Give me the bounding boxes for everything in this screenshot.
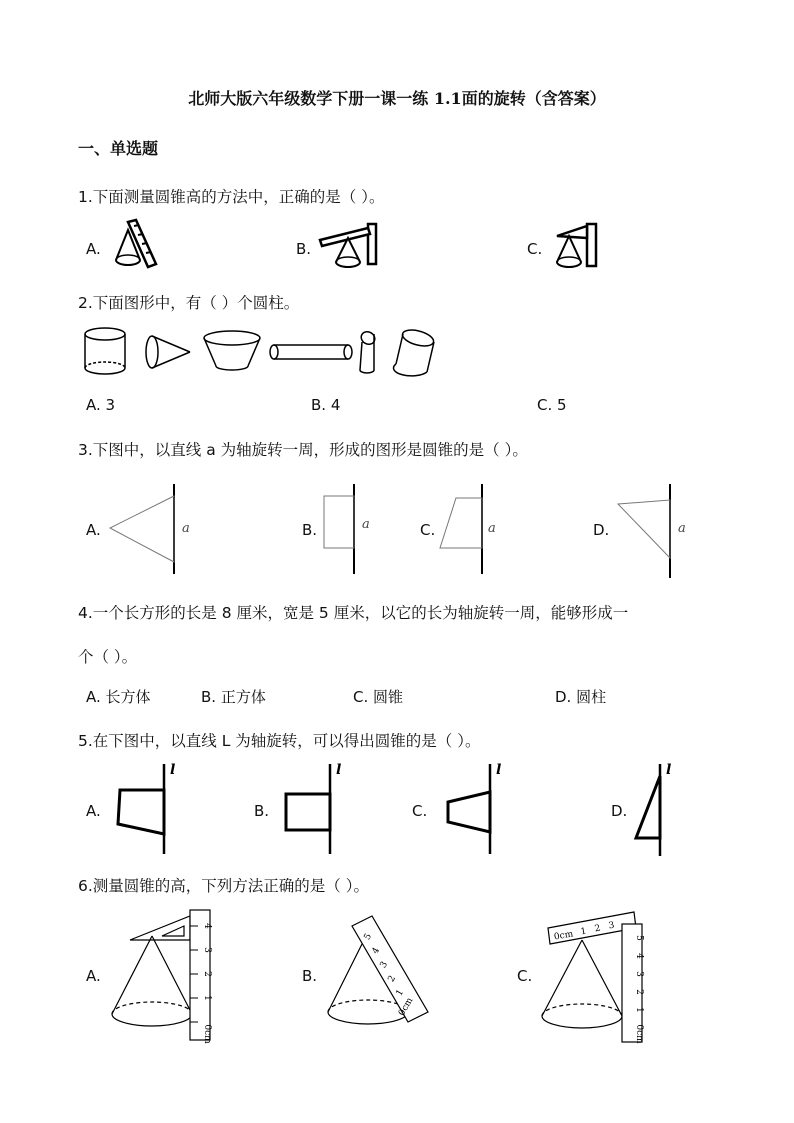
cone-drawing — [112, 936, 192, 1026]
ruler-label: 4 — [634, 953, 644, 959]
rod-shape — [270, 345, 352, 359]
q1-option-b[interactable]: B. — [296, 240, 312, 258]
q2-shapes — [78, 324, 448, 380]
q6-option-a[interactable]: A. — [86, 967, 101, 985]
q5-option-c[interactable]: C. — [412, 802, 428, 820]
ruler-label: 3 — [607, 920, 616, 932]
q1-figure-b — [318, 222, 378, 272]
q3-figure-a — [104, 482, 200, 578]
axis-label: a — [678, 521, 686, 536]
ruler-label: 1 — [202, 995, 212, 1001]
tilted-cylinder-shape — [394, 327, 436, 376]
axis-label: a — [362, 517, 370, 532]
axis-label: a — [488, 521, 496, 536]
q1-figure-c — [547, 222, 599, 272]
q1-figure-a — [104, 220, 164, 272]
ruler-label: 0cm — [397, 996, 416, 1018]
axis-label: l — [496, 762, 502, 778]
q3-option-a[interactable]: A. — [86, 521, 101, 539]
q3-option-d[interactable]: D. — [593, 521, 610, 539]
ruler-label: 2 — [593, 923, 602, 935]
q4-option-a[interactable]: A. 长方体 — [86, 688, 151, 706]
question-1-text: 1.下面测量圆锥高的方法中，正确的是（ ）。 — [78, 188, 385, 206]
cylinder-shape — [85, 328, 125, 374]
ruler-label: 3 — [202, 947, 212, 953]
ruler-label: 1 — [579, 926, 588, 938]
ruler-label: 2 — [202, 971, 212, 977]
q1-option-a[interactable]: A. — [86, 240, 101, 258]
ruler-label: 2 — [386, 974, 399, 984]
cone-drawing — [542, 940, 622, 1028]
axis-label: l — [336, 762, 342, 778]
question-4-text-line1: 4.一个长方形的长是 8 厘米，宽是 5 厘米，以它的长为轴旋转一周，能够形成一 — [78, 604, 629, 622]
ruler-label: 4 — [370, 946, 383, 956]
q1-option-c[interactable]: C. — [527, 240, 543, 258]
question-2-text: 2.下面图形中，有（ ）个圆柱。 — [78, 294, 300, 312]
ruler-label: 5 — [362, 932, 375, 942]
q6-option-c[interactable]: C. — [517, 967, 533, 985]
q5-option-b[interactable]: B. — [254, 802, 270, 820]
ruler-icon — [352, 916, 428, 1022]
ruler-label: 0cm — [202, 1024, 212, 1044]
page-title: 北师大版六年级数学下册一课一练 1.1面的旋转（含答案） — [188, 89, 606, 108]
q5-option-a[interactable]: A. — [86, 802, 101, 820]
q3-figure-c — [436, 482, 506, 578]
q5-figure-a — [110, 760, 180, 858]
q5-figure-c — [442, 760, 522, 858]
q3-figure-d — [610, 482, 700, 582]
q4-option-b[interactable]: B. 正方体 — [201, 688, 266, 706]
ruler-label: 3 — [378, 960, 391, 970]
question-4-text-line2: 个（ ）。 — [78, 648, 138, 666]
ruler-label: 0cm — [553, 929, 575, 943]
q6-figure-c — [538, 906, 648, 1046]
ruler-label: 1 — [634, 1007, 644, 1013]
frustum-shape — [204, 331, 260, 370]
question-3-text: 3.下图中，以直线 a 为轴旋转一周，形成的图形是圆锥的是（ ）。 — [78, 441, 528, 459]
section-heading: 一、单选题 — [78, 139, 159, 158]
q6-figure-b — [322, 910, 442, 1040]
q6-option-b[interactable]: B. — [302, 967, 318, 985]
q4-option-c[interactable]: C. 圆锥 — [353, 688, 404, 706]
ruler-icon — [190, 910, 212, 1044]
q4-option-d[interactable]: D. 圆柱 — [555, 688, 607, 706]
ruler-label: 3 — [634, 971, 644, 977]
cone-icon — [557, 236, 581, 267]
q2-option-c[interactable]: C. 5 — [537, 396, 567, 414]
q5-figure-b — [280, 760, 360, 858]
q5-option-d[interactable]: D. — [611, 802, 628, 820]
axis-label: l — [666, 762, 672, 778]
ruler-label: 5 — [634, 935, 644, 941]
q6-figure-a — [104, 906, 214, 1046]
side-ruler-icon — [622, 924, 644, 1044]
cone-shape — [146, 336, 190, 368]
ruler-label: 0cm — [634, 1024, 644, 1044]
ruler-label: 2 — [634, 989, 644, 995]
q3-option-b[interactable]: B. — [302, 521, 318, 539]
question-5-text: 5.在下图中，以直线 L 为轴旋转，可以得出圆锥的是（ ）。 — [78, 732, 481, 750]
q3-option-c[interactable]: C. — [420, 521, 436, 539]
q2-option-a[interactable]: A. 3 — [86, 396, 116, 414]
question-6-text: 6.测量圆锥的高，下列方法正确的是（ ）。 — [78, 877, 369, 895]
axis-label: l — [170, 762, 176, 778]
q5-figure-d — [632, 760, 692, 860]
slanted-cylinder-shape — [359, 329, 377, 373]
axis-label: a — [182, 521, 190, 536]
ruler-label: 1 — [394, 988, 407, 998]
ruler-label: 4 — [202, 923, 212, 929]
q2-option-b[interactable]: B. 4 — [311, 396, 341, 414]
q3-figure-b — [318, 482, 378, 578]
set-square-icon — [130, 916, 190, 940]
